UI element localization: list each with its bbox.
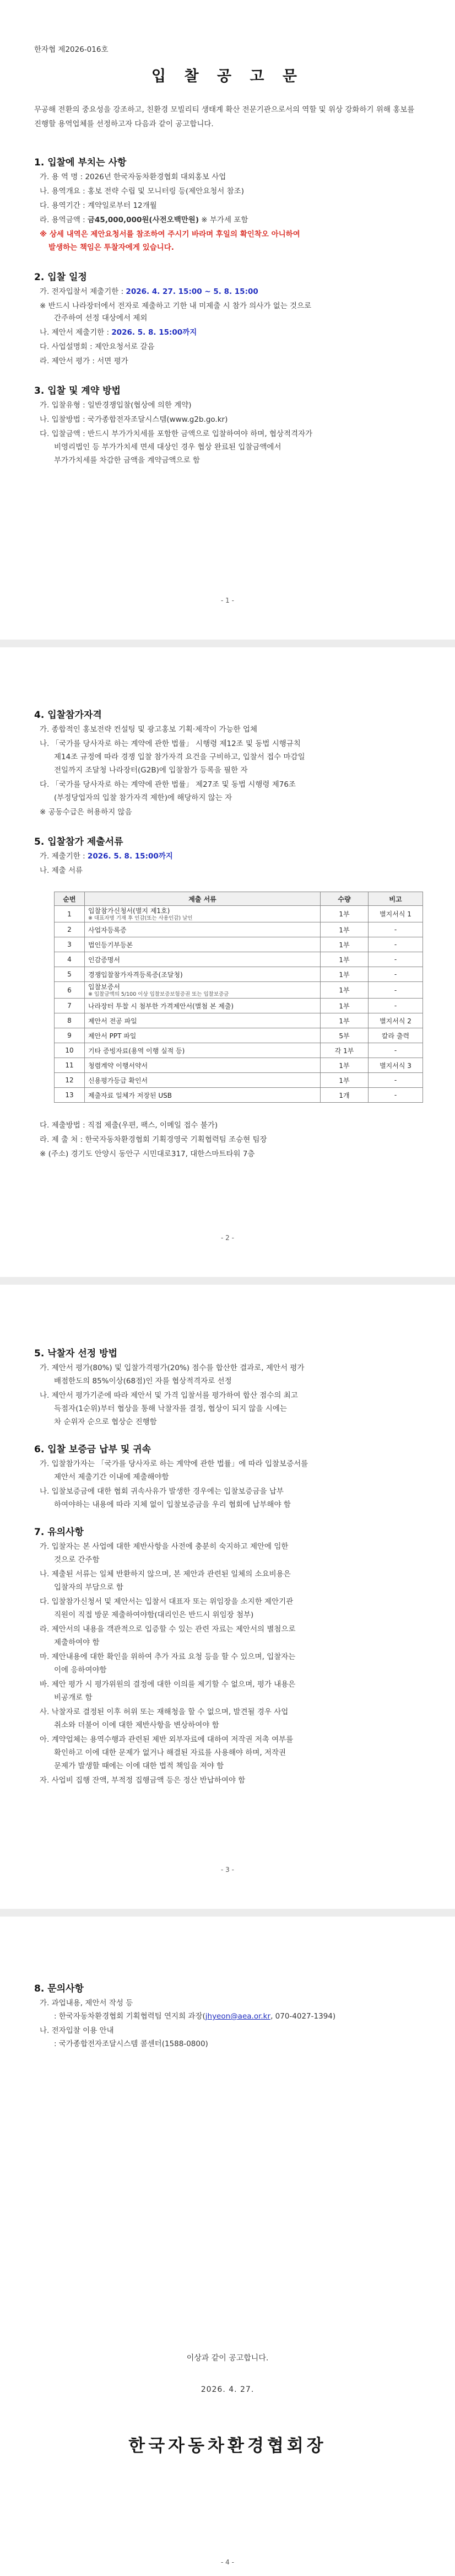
s8-ga-contact: : 한국자동차환경협회 기획협력팀 연지희 과장(: [54, 2012, 205, 2021]
s1-da: 다. 용역기간 : 계약일로부터 12개월: [40, 201, 157, 210]
cell-no: [55, 982, 85, 999]
cell-doc: [85, 1058, 321, 1073]
table-row: [55, 1088, 423, 1103]
cell-no-text: 12: [65, 1076, 74, 1084]
cell-doc: [85, 1043, 321, 1058]
cell-doc: [85, 1028, 321, 1043]
cell-qty-text: 1부: [339, 956, 350, 964]
cell-note: [369, 967, 423, 982]
s5b-ga-line1: 가. 제안서 평가(80%) 및 입찰가격평가(20%) 점수를 합산한 결과로, 제안서 평가: [40, 1364, 305, 1372]
s7-ma-line1: 마. 제안내용에 대한 확인을 위하여 추가 자료 요청 등을 할 수 있으며, 입찰자는: [40, 1652, 296, 1661]
s2-na-label: 나. 제안서 제출기한 :: [40, 328, 112, 337]
table-row: [55, 982, 423, 999]
cell-qty-text: 1부: [339, 1002, 350, 1010]
cell-qty: [321, 1088, 369, 1103]
s7-ma-line2: 이에 응하여야함: [54, 1666, 107, 1675]
cell-note: [369, 1028, 423, 1043]
s5b-na-line3: 차 순위자 순으로 협상순 진행함: [54, 1418, 157, 1426]
page-number-1: - 1 -: [221, 597, 234, 604]
s5-address: ※ (주소) 경기도 안양시 동안구 시민대로317, 대한스마트타워 7층: [40, 1150, 255, 1158]
cell-no-text: 3: [67, 941, 72, 948]
s4-na-line3: 전일까지 조달청 나라장터(G2B)에 입찰참가 등록을 필한 자: [54, 766, 248, 775]
cell-doc-text: 경쟁입찰참가자격등록증(조달청): [88, 970, 183, 979]
cell-qty: [321, 1073, 369, 1088]
s7-da-line1: 다. 입찰참가신청서 및 제안서는 입찰서 대표자 또는 위임장을 소지한 제안기관: [40, 1597, 294, 1606]
cell-note: [369, 999, 423, 1013]
cell-no: [55, 906, 85, 922]
cell-doc-text: 청렴계약 이행서약서: [88, 1061, 148, 1070]
s5-ga-date: 2026. 5. 8. 15:00까지: [87, 852, 173, 861]
cell-doc: [85, 1073, 321, 1088]
page-divider: [0, 1277, 455, 1285]
s7-ra-line1: 라. 제안서의 내용을 객관적으로 입증할 수 있는 관련 자료는 제안서의 별첨으로: [40, 1625, 296, 1634]
cell-no: [55, 1028, 85, 1043]
page-divider: [0, 640, 455, 647]
page-title: 입 찰 공 고 문: [151, 68, 304, 85]
s5-na: 나. 제출 서류: [40, 866, 83, 875]
section-6-title: 6. 입찰 보증금 납부 및 귀속: [34, 1444, 151, 1455]
s7-na-line2: 입찰자의 부담으로 함: [54, 1583, 123, 1592]
cell-qty-text: 1부: [339, 941, 350, 949]
s7-aa-line2: 확인하고 이에 대한 문제가 없거나 해결된 자료를 사용해야 하며, 저작권: [54, 1748, 286, 1757]
s5-ra: 라. 제 출 처 : 한국자동차환경협회 기획경영국 기획협력팀 조승현 팀장: [40, 1135, 267, 1144]
s6-na-line2: 하여야하는 내용에 따라 지체 없이 입찰보증금을 우리 협회에 납부해야 함: [54, 1500, 291, 1509]
cell-note-text: -: [394, 1002, 397, 1010]
col-header-no: 순번: [55, 892, 85, 906]
cell-no: [55, 999, 85, 1013]
cell-note: [369, 1073, 423, 1088]
s4-na-line2: 제14조 규정에 따라 경쟁 입찰 참가자격 요건을 구비하고, 입찰서 접수 마감일: [54, 753, 305, 761]
cell-qty-text: 5부: [339, 1032, 350, 1040]
s5b-na-line2: 득점자(1순위)부터 협상을 통해 낙찰자를 결정, 협상이 되지 않을 시에는: [54, 1404, 287, 1413]
s2-da: 다. 사업설명회 : 제안요청서로 갈음: [40, 342, 155, 351]
table-row: [55, 1058, 423, 1073]
cell-doc: [85, 906, 321, 922]
cell-no-text: 7: [67, 1002, 72, 1010]
cell-no-text: 13: [65, 1091, 74, 1099]
page-number-3: - 3 -: [221, 1866, 234, 1874]
s7-ga-line1: 가. 입찰자는 본 사업에 대한 제반사항을 사전에 충분히 숙지하고 제안에 임한: [40, 1542, 289, 1551]
cell-note: [369, 1088, 423, 1103]
s6-ga-line1: 가. 입찰참가자는 「국가를 당사자로 하는 계약에 관한 법률」에 따라 입찰보증서를: [40, 1459, 308, 1468]
s8-na-detail: : 국가종합전자조달시스템 콜센터(1588-0800): [54, 2040, 208, 2048]
submission-documents-table: [54, 892, 423, 1103]
cell-qty: [321, 967, 369, 982]
s2-na: [40, 326, 420, 339]
cell-qty: [321, 937, 369, 952]
cell-no: [55, 1058, 85, 1073]
col-header-note: 비고: [369, 892, 423, 906]
cell-doc-text: 제안서 PPT 파일: [88, 1032, 137, 1040]
s1-ra: [40, 214, 420, 226]
cell-no: [55, 1013, 85, 1028]
s7-aa-line3: 문제가 발생할 때에는 이에 대한 법적 책임을 져야 함: [54, 1762, 224, 1770]
cell-qty-text: 1부: [339, 926, 350, 934]
s7-ba-line2: 비공개로 함: [54, 1693, 93, 1702]
s8-ga-detail: [54, 2010, 418, 2022]
cell-no-text: 5: [67, 970, 72, 978]
s6-ga-line2: 제안서 제출기간 이내에 제출해야함: [54, 1473, 169, 1482]
cell-note: [369, 1013, 423, 1028]
cell-note-text: -: [394, 926, 397, 933]
cell-no-text: 1: [67, 910, 72, 918]
table-row: [55, 922, 423, 937]
cell-qty-text: 1부: [339, 1076, 350, 1085]
cell-note: [369, 906, 423, 922]
cell-doc-text: 인감증명서: [88, 956, 120, 964]
s8-ga-phone: , 070-4027-1394): [270, 2012, 336, 2021]
s2-ga: [40, 286, 420, 298]
s1-warning-line1: ※ 상세 내역은 제안요청서를 참조하여 주시기 바라며 후일의 확인착오 아니하여: [40, 230, 300, 239]
cell-qty-text: 1부: [339, 1017, 350, 1025]
col-header-doc: 제출 서류: [85, 892, 321, 906]
cell-note-text: 별지서식 2: [380, 1017, 411, 1025]
s5-ga: [40, 850, 420, 862]
s5b-na-line1: 나. 제안서 평가기준에 따라 제안서 및 가격 입찰서를 평가하여 합산 점수의 최고: [40, 1391, 298, 1400]
cell-no-text: 2: [67, 926, 72, 933]
cell-qty: [321, 1058, 369, 1073]
cell-qty: [321, 952, 369, 967]
cell-doc: [85, 922, 321, 937]
cell-note-text: -: [394, 1091, 397, 1099]
cell-no-text: 10: [65, 1046, 74, 1054]
table-row: [55, 937, 423, 952]
s3-da-line1: 다. 입찰금액 : 반드시 부가가치세를 포함한 금액으로 입찰하여야 하며, 협상적격자가: [40, 430, 313, 438]
s7-da-line2: 직원이 직접 방문 제출하여야함(대리인은 반드시 위임장 첨부): [54, 1611, 254, 1619]
s1-ra-suffix: ※ 부가세 포함: [199, 216, 248, 224]
s4-ga: 가. 종합적인 홍보전략 컨설팅 및 광고홍보 기획·제작이 가능한 업체: [40, 725, 258, 734]
s4-note: ※ 공동수급은 허용하지 않음: [40, 808, 132, 817]
s3-ga: 가. 입찰유형 : 일반경쟁입찰(협상에 의한 계약): [40, 401, 192, 410]
cell-note: [369, 1058, 423, 1073]
s2-na-date: 2026. 5. 8. 15:00까지: [111, 328, 197, 337]
page-number-2: - 2 -: [221, 1234, 234, 1242]
cell-note-text: -: [394, 1046, 397, 1054]
s3-da-line3: 부가가치세를 차감한 금액을 계약금액으로 함: [54, 456, 200, 465]
cell-doc-note: ※ 대표자명 기재 후 인감(또는 사용인감) 날인: [88, 915, 193, 921]
cell-doc-text: 입찰보증서: [88, 983, 120, 991]
section-8-title: 8. 문의사항: [34, 1983, 84, 1994]
col-header-qty: 수량: [321, 892, 369, 906]
cell-qty-text: 1개: [339, 1091, 350, 1099]
cell-note-text: -: [394, 941, 397, 948]
s1-ra-amount: 금45,000,000원(사전오백만원): [87, 216, 199, 224]
cell-no-text: 6: [67, 986, 72, 994]
cell-no-text: 4: [67, 956, 72, 963]
cell-no: [55, 922, 85, 937]
signature-organization: 한국자동차환경협회장: [128, 2436, 327, 2456]
cell-doc-text: 입찰참가신청서(별지 제1호): [88, 907, 170, 915]
s7-aa-line1: 아. 계약업체는 용역수행과 관련된 제반 외부자료에 대하여 저작권 저촉 여부를: [40, 1735, 294, 1744]
s4-da-line1: 다. 「국가를 당사자로 하는 계약에 관한 법률」 제27조 및 동법 시행령 제76조: [40, 780, 296, 789]
section-4-title: 4. 입찰참가자격: [34, 710, 102, 721]
s8-na: 나. 전자입찰 이용 안내: [40, 2026, 114, 2035]
cell-qty-text: 각 1부: [334, 1046, 354, 1055]
announcement-date: 2026. 4. 27.: [201, 2385, 254, 2394]
cell-no-text: 11: [65, 1061, 74, 1069]
cell-doc: [85, 937, 321, 952]
cell-qty: [321, 922, 369, 937]
cell-no-text: 9: [67, 1032, 72, 1039]
document-number: 한자협 제2026-016호: [34, 45, 109, 54]
s6-na-line1: 나. 입찰보증금에 대한 협회 귀속사유가 발생한 경우에는 입찰보증금을 납부: [40, 1487, 284, 1496]
cell-note-text: -: [394, 986, 397, 994]
intro-paragraph: 무공해 전환의 중요성을 강조하고, 친환경 모빌리티 생태계 확산 전문기관으로서의 역할 및 위상 강화하기 위해 홍보를 진행할 용역업체를 선정하고자 다음과 같이 공고합니다.: [34, 105, 415, 128]
cell-doc-text: 법인등기부등본: [88, 941, 133, 949]
section-3-title: 3. 입찰 및 계약 방법: [34, 385, 121, 396]
s3-na: 나. 입찰방법 : 국가종합전자조달시스템(www.g2b.go.kr): [40, 415, 228, 424]
s1-ra-label: 라. 용역금액 :: [40, 216, 88, 224]
table-row: [55, 967, 423, 982]
cell-no: [55, 1073, 85, 1088]
cell-note: [369, 937, 423, 952]
s5b-ga-line2: 배점한도의 85%이상(68점)인 자를 협상적격자로 선정: [54, 1377, 232, 1386]
s7-na-line1: 나. 제출된 서류는 일체 반환하지 않으며, 본 제안과 관련된 일체의 소요비용은: [40, 1570, 291, 1579]
section-2-title: 2. 입찰 일정: [34, 272, 87, 283]
s7-sa-line1: 사. 낙찰자로 결정된 이후 허위 또는 재해청을 할 수 없으며, 발견될 경우 사업: [40, 1708, 289, 1716]
s7-ja: 자. 사업비 집행 잔액, 부적정 집행금액 등은 정산 반납하여야 함: [40, 1776, 246, 1785]
table-row: [55, 999, 423, 1013]
cell-qty: [321, 1013, 369, 1028]
cell-doc-text: 사업자등록증: [88, 926, 127, 934]
cell-doc-text: 제안서 전공 파일: [88, 1017, 137, 1025]
cell-doc: [85, 999, 321, 1013]
cell-qty-text: 1부: [339, 910, 350, 918]
cell-note-text: -: [394, 956, 397, 963]
cell-note: [369, 922, 423, 937]
cell-no: [55, 1043, 85, 1058]
s2-ra: 라. 제안서 평가 : 서면 평가: [40, 357, 128, 366]
s7-ra-line2: 제출하여야 함: [54, 1638, 100, 1647]
page-number-4: - 4 -: [221, 2558, 234, 2566]
cell-qty: [321, 982, 369, 999]
s2-ga-date: 2026. 4. 27. 15:00 ~ 5. 8. 15:00: [126, 287, 258, 296]
table-header-row: [55, 892, 423, 906]
cell-qty-text: 1부: [339, 986, 350, 994]
cell-no: [55, 952, 85, 967]
cell-doc-text: 신용평가등급 확인서: [88, 1076, 148, 1085]
cell-note: [369, 1043, 423, 1058]
cell-note-text: 칼라 출력: [381, 1032, 410, 1040]
s2-ga-label: 가. 전자입찰서 제출기한 :: [40, 287, 126, 296]
cell-note-text: 별지서식 3: [380, 1061, 411, 1070]
cell-qty-text: 1부: [339, 1061, 350, 1070]
cell-qty: [321, 906, 369, 922]
cell-doc: [85, 982, 321, 999]
page-divider: [0, 1909, 455, 1917]
cell-note: [369, 952, 423, 967]
table-row: [55, 1043, 423, 1058]
section-1-title: 1. 입찰에 부치는 사항: [34, 157, 127, 168]
closing-statement: 이상과 같이 공고합니다.: [186, 2354, 269, 2363]
section-5b-title: 5. 낙찰자 선정 방법: [34, 1348, 117, 1359]
cell-doc: [85, 967, 321, 982]
cell-doc: [85, 1013, 321, 1028]
s4-da-line2: (부정당업자의 입찰 참가자격 제한)에 해당하지 않는 자: [54, 793, 232, 802]
s2-note-line2: 간주하여 선정 대상에서 제외: [54, 314, 148, 323]
cell-no: [55, 1088, 85, 1103]
cell-qty: [321, 999, 369, 1013]
cell-note-text: -: [394, 970, 397, 978]
table-row: [55, 952, 423, 967]
table-row: [55, 906, 423, 922]
s4-na-line1: 나. 「국가를 당사자로 하는 계약에 관한 법률」 시행령 제12조 및 동법 시행규칙: [40, 739, 301, 748]
s7-ba-line1: 바. 제안 평가 시 평가위원의 결정에 대한 이의를 제기할 수 없으며, 평가 내용은: [40, 1680, 296, 1689]
cell-doc-note: ※ 입찰금액의 5/100 이상 입찰보증보험증권 또는 입찰보증금: [88, 991, 229, 997]
s1-na: 나. 용역개요 : 홍보 전략 수립 및 모니터링 등(제안요청서 참조): [40, 187, 244, 196]
s5-da: 다. 제출방법 : 직접 제출(우편, 팩스, 이메일 접수 불가): [40, 1121, 218, 1130]
table-row: [55, 1013, 423, 1028]
s7-sa-line2: 취소와 더불어 이에 대한 제반사항을 변상하여야 함: [54, 1721, 219, 1730]
cell-qty: [321, 1043, 369, 1058]
s7-ga-line2: 것으로 간주함: [54, 1555, 100, 1564]
s3-da-line2: 비영리법인 등 부가가치세 면세 대상인 경우 협상 완료된 입찰금액에서: [54, 443, 281, 452]
section-5-title: 5. 입찰참가 제출서류: [34, 836, 123, 847]
section-7-title: 7. 유의사항: [34, 1527, 84, 1538]
cell-note: [369, 982, 423, 999]
cell-qty-text: 1부: [339, 970, 350, 979]
s1-warning-line2: 발생하는 책임은 투찰자에게 있습니다.: [48, 243, 174, 252]
table-row: [55, 1028, 423, 1043]
cell-doc: [85, 952, 321, 967]
s1-ga: 가. 용 역 명 : 2026년 한국자동차환경협회 대외홍보 사업: [40, 173, 226, 181]
cell-doc: [85, 1088, 321, 1103]
cell-note-text: -: [394, 1076, 397, 1084]
contact-email-link[interactable]: jhyeon@aea.or.kr: [205, 2012, 271, 2021]
s5-ga-label: 가. 제출기한 :: [40, 852, 88, 861]
cell-qty: [321, 1028, 369, 1043]
cell-no-text: 8: [67, 1017, 72, 1024]
s2-note-line1: ※ 반드시 나라장터에서 전자로 제출하고 기한 내 미제출 시 참가 의사가 없는 것으로: [40, 302, 312, 310]
s8-ga: 가. 과업내용, 제안서 작성 등: [40, 1999, 133, 2008]
table-row: [55, 1073, 423, 1088]
cell-doc-text: 나라장터 투찰 시 첨부한 가격제안서(별첨 본 제출): [88, 1002, 234, 1010]
cell-no: [55, 967, 85, 982]
cell-doc-text: 제출자료 일체가 저장된 USB: [88, 1091, 172, 1099]
cell-note-text: 별지서식 1: [380, 910, 411, 918]
cell-no: [55, 937, 85, 952]
cell-doc-text: 기타 증빙자료(용역 이행 실적 등): [88, 1046, 185, 1055]
